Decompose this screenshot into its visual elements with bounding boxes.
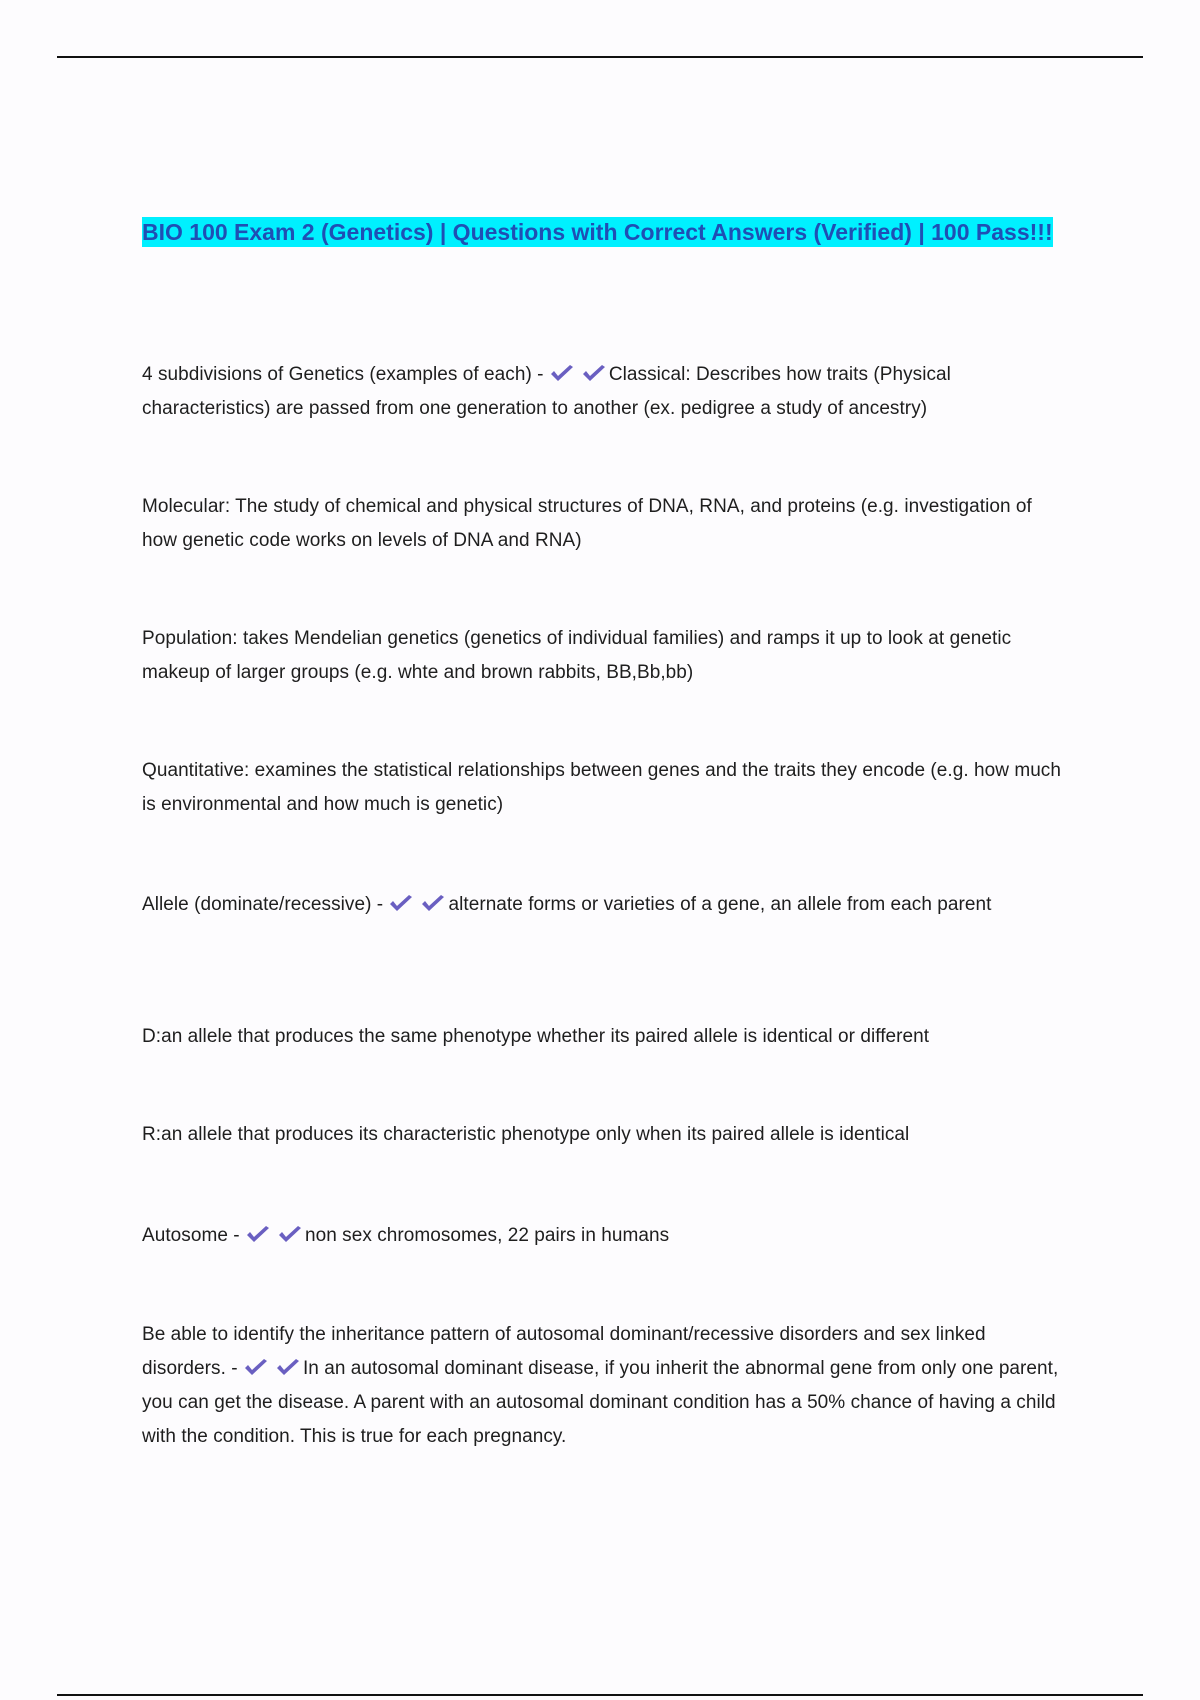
answer-text: Population: takes Mendelian genetics (genetics of individual families) and ramps it up to look at genetic makeup of larger groups (e.g. whte and brown rabbits, BB,Bb,bb) <box>142 628 1012 683</box>
qa-paragraph <box>142 1020 1062 1054</box>
qa-paragraph <box>142 490 1062 558</box>
top-rule <box>57 56 1143 58</box>
qa-paragraph <box>142 622 1062 690</box>
check-icon <box>549 364 575 384</box>
question-text: Autosome - <box>142 1225 245 1246</box>
check-icon <box>581 364 607 384</box>
answer-text: Classical: Describes how traits (Physical characteristics) are passed from one generation to another (ex. pedigree a study of ancestry) <box>142 364 951 419</box>
check-icon <box>388 894 414 914</box>
answer-text: alternate forms or varieties of a gene, an allele from each parent <box>448 894 992 915</box>
qa-paragraph <box>142 888 1062 922</box>
question-text: Be able to identify the inheritance pattern of autosomal dominant/recessive disorders and sex linked disorders. - <box>142 1324 986 1379</box>
question-text: 4 subdivisions of Genetics (examples of each) - <box>142 364 549 385</box>
document-body <box>142 213 1062 1447</box>
answer-text: Quantitative: examines the statistical relationships between genes and the traits they encode (e.g. how much is environmental and how much is genetic) <box>142 760 1061 815</box>
check-icon <box>277 1225 303 1245</box>
answer-text: Molecular: The study of chemical and physical structures of DNA, RNA, and proteins (e.g. investigation of how genetic code works on levels of DNA and RNA) <box>142 496 1032 551</box>
qa-paragraph <box>142 754 1062 822</box>
check-icon <box>243 1358 269 1378</box>
qa-paragraph <box>142 1118 1062 1152</box>
title-highlight: BIO 100 Exam 2 (Genetics) | Questions with Correct Answers (Verified) | 100 Pass!!! <box>142 219 1053 245</box>
qa-paragraph <box>142 1318 1062 1454</box>
document-title <box>142 213 1062 251</box>
answer-text: D:an allele that produces the same phenotype whether its paired allele is identical or different <box>142 1026 930 1047</box>
check-icon <box>420 894 446 914</box>
check-icon <box>245 1225 271 1245</box>
qa-paragraph <box>142 1219 1062 1253</box>
question-text: Allele (dominate/recessive) - <box>142 894 389 915</box>
check-icon <box>275 1358 301 1378</box>
bottom-rule <box>57 1694 1143 1696</box>
answer-text: In an autosomal dominant disease, if you inherit the abnormal gene from only one parent, you can get the disease. A parent with an autosomal dominant condition has a 50% chance of having a child with the condition. This is true for each pregnancy. <box>142 1358 1059 1447</box>
answer-text: non sex chromosomes, 22 pairs in humans <box>304 1225 670 1246</box>
answer-text: R:an allele that produces its characteristic phenotype only when its paired allele is identical <box>142 1124 910 1145</box>
qa-paragraph <box>142 358 1062 426</box>
